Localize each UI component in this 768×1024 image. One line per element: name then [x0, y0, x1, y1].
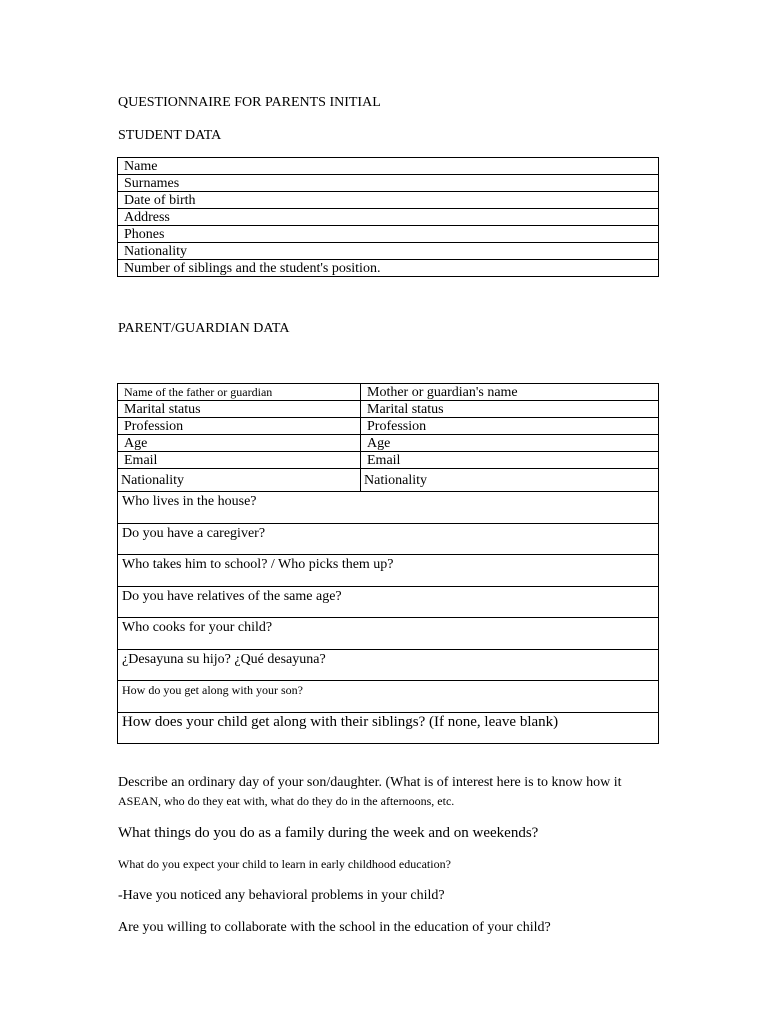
table-row: [118, 260, 659, 277]
field-father-marital-status[interactable]: Marital status: [118, 401, 361, 418]
field-mother-age[interactable]: Age: [361, 435, 659, 452]
field-mother-email[interactable]: Email: [361, 452, 659, 469]
question-caregiver[interactable]: Do you have a caregiver?: [118, 523, 659, 555]
question-who-lives[interactable]: Who lives in the house?: [118, 492, 659, 524]
question-who-cooks[interactable]: Who cooks for your child?: [118, 618, 659, 650]
question-get-along-siblings[interactable]: How does your child get along with their siblings? (If none, leave blank): [118, 712, 659, 744]
student-data-heading: STUDENT DATA: [118, 128, 222, 143]
paragraph-describe-day: Describe an ordinary day of your son/daughter. (What is of interest here is to know how it: [118, 775, 622, 790]
field-siblings[interactable]: Number of siblings and the student's position.: [118, 260, 659, 277]
field-mother-nationality[interactable]: Nationality: [361, 469, 659, 492]
field-name[interactable]: Name: [118, 158, 659, 175]
table-row: [118, 209, 659, 226]
table-row: [118, 452, 659, 469]
table-row: [118, 158, 659, 175]
table-row: [118, 469, 659, 492]
table-row: [118, 681, 659, 713]
table-row: [118, 401, 659, 418]
parent-data-heading: PARENT/GUARDIAN DATA: [118, 321, 290, 336]
field-father-name[interactable]: Name of the father or guardian: [118, 384, 361, 401]
paragraph-collaborate: Are you willing to collaborate with the school in the education of your child?: [118, 920, 551, 935]
question-breakfast[interactable]: ¿Desayuna su hijo? ¿Qué desayuna?: [118, 649, 659, 681]
field-nationality[interactable]: Nationality: [118, 243, 659, 260]
field-father-age[interactable]: Age: [118, 435, 361, 452]
table-row: [118, 435, 659, 452]
question-school-transport[interactable]: Who takes him to school? / Who picks them up?: [118, 555, 659, 587]
document-title: QUESTIONNAIRE FOR PARENTS INITIAL: [118, 95, 381, 110]
paragraph-expect-learn: What do you expect your child to learn in early childhood education?: [118, 857, 451, 871]
table-row: [118, 384, 659, 401]
table-row: [118, 418, 659, 435]
table-row: [118, 523, 659, 555]
paragraph-behavioral: -Have you noticed any behavioral problems in your child?: [118, 888, 445, 903]
table-row: [118, 492, 659, 524]
table-row: [118, 712, 659, 744]
table-row: [118, 555, 659, 587]
paragraph-describe-day-continued: ASEAN, who do they eat with, what do they do in the afternoons, etc.: [118, 794, 455, 808]
table-row: [118, 586, 659, 618]
table-row: [118, 226, 659, 243]
field-mother-name[interactable]: Mother or guardian's name: [361, 384, 659, 401]
table-row: [118, 192, 659, 209]
table-row: [118, 243, 659, 260]
field-address[interactable]: Address: [118, 209, 659, 226]
table-row: [118, 618, 659, 650]
field-surnames[interactable]: Surnames: [118, 175, 659, 192]
student-data-table: [117, 157, 659, 277]
field-date-of-birth[interactable]: Date of birth: [118, 192, 659, 209]
question-get-along-son[interactable]: How do you get along with your son?: [118, 681, 659, 713]
parent-data-table: [117, 383, 659, 744]
table-row: [118, 175, 659, 192]
table-row: [118, 649, 659, 681]
field-father-nationality[interactable]: Nationality: [118, 469, 361, 492]
question-relatives-same-age[interactable]: Do you have relatives of the same age?: [118, 586, 659, 618]
field-phones[interactable]: Phones: [118, 226, 659, 243]
paragraph-family-weekends: What things do you do as a family during the week and on weekends?: [118, 825, 539, 841]
field-father-email[interactable]: Email: [118, 452, 361, 469]
field-mother-profession[interactable]: Profession: [361, 418, 659, 435]
field-father-profession[interactable]: Profession: [118, 418, 361, 435]
field-mother-marital-status[interactable]: Marital status: [361, 401, 659, 418]
